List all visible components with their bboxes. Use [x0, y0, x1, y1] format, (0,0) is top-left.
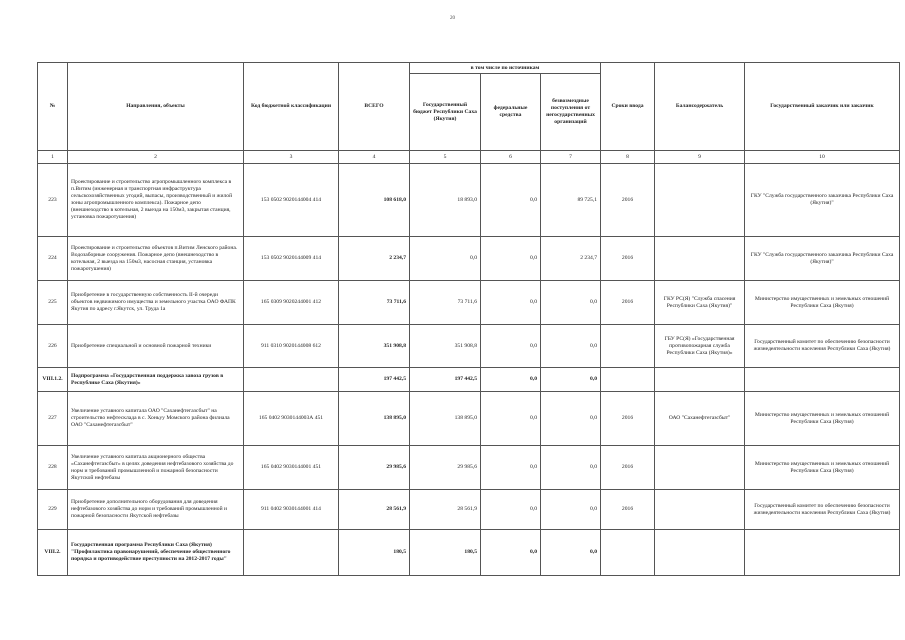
col-number: 6: [481, 151, 541, 164]
cell-state-budget: 0,0: [410, 237, 481, 281]
col-number: 9: [655, 151, 745, 164]
cell-num: VIII.1.2.: [38, 368, 68, 392]
cell-term: 2016: [601, 490, 655, 530]
cell-holder: [655, 368, 745, 392]
cell-non-state: 0,0: [541, 490, 601, 530]
cell-non-state: 2 234,7: [541, 237, 601, 281]
cell-direction: Увеличение уставного капитала акционерного общества «Саханефтегазсбыт» в целях доведения нефтебазового хозяйства до норм и требований промышленной и пожарной безопасности Якутской нефтебазы: [68, 446, 244, 490]
cell-total: 29 985,6: [339, 446, 410, 490]
cell-num: VIII.2.: [38, 530, 68, 576]
col-number: 5: [410, 151, 481, 164]
cell-customer: Министерство имущественных и земельных отношений Республики Саха (Якутия): [745, 281, 900, 325]
cell-holder: [655, 164, 745, 237]
cell-customer: Государственный комитет по обеспечению безопасности жизнедеятельности населения Республики Саха (Якутия): [745, 490, 900, 530]
cell-num: 225: [38, 281, 68, 325]
cell-term: [601, 325, 655, 368]
cell-budget-code: 165 0309 9020244001 412: [244, 281, 339, 325]
cell-total: 108 618,0: [339, 164, 410, 237]
cell-customer: ГКУ "Служба государственного заказчика Республики Саха (Якутия)": [745, 237, 900, 281]
cell-holder: [655, 237, 745, 281]
cell-holder: [655, 446, 745, 490]
col-number: 8: [601, 151, 655, 164]
table-row: [38, 490, 900, 530]
cell-holder: ОАО "Саханефтегазсбыт": [655, 392, 745, 446]
cell-non-state: 0,0: [541, 392, 601, 446]
table-row: [38, 164, 900, 237]
cell-budget-code: 153 0502 9020144009 414: [244, 237, 339, 281]
cell-non-state: 0,0: [541, 530, 601, 576]
header-budget-code: Код бюджетной классификации: [244, 63, 339, 151]
cell-total: 138 895,0: [339, 392, 410, 446]
budget-table: [37, 62, 900, 576]
cell-budget-code: 153 0502 9020144004 414: [244, 164, 339, 237]
cell-direction: Подпрограмма «Государственная поддержка завоза грузов в Республике Саха (Якутия)»: [68, 368, 244, 392]
cell-total: 2 234,7: [339, 237, 410, 281]
header-federal: федеральные средства: [481, 74, 541, 151]
cell-customer: Министерство имущественных и земельных отношений Республики Саха (Якутия): [745, 392, 900, 446]
cell-state-budget: 180,5: [410, 530, 481, 576]
cell-num: 228: [38, 446, 68, 490]
header-state-budget: Государственный бюджет Республики Саха (Якутия): [410, 74, 481, 151]
table-row: [38, 237, 900, 281]
cell-holder: [655, 530, 745, 576]
table-row: [38, 325, 900, 368]
cell-federal: 0,0: [481, 490, 541, 530]
cell-direction: Проектирование и строительство агропромышленного комплекса в п.Витим (инженерная и транспортная инфраструктура сельскохозяйственных угодий, выпасы, производственный и жилой зоны агропромышленного комплекса). Пожарное депо (внешнеходство в котельная, 2 выезда на 150м3, закрытая станция, установка пожаротушения): [68, 164, 244, 237]
cell-direction: Увеличение уставного капитала ОАО "Саханефтегазсбыт" на строительство нефтесклада в с. Хоньуу Момского района филиала ОАО "Саханефтегазсбыт": [68, 392, 244, 446]
cell-num: 224: [38, 237, 68, 281]
cell-holder: [655, 490, 745, 530]
cell-budget-code: 911 0402 9030144001 414: [244, 490, 339, 530]
cell-budget-code: 911 0310 9020144008 612: [244, 325, 339, 368]
table-row: [38, 446, 900, 490]
cell-term: 2016: [601, 392, 655, 446]
cell-term: 2016: [601, 281, 655, 325]
cell-federal: 0,0: [481, 281, 541, 325]
table-row: [38, 281, 900, 325]
header-row-top: [38, 63, 900, 74]
cell-term: [601, 368, 655, 392]
cell-term: [601, 530, 655, 576]
cell-total: 73 711,6: [339, 281, 410, 325]
cell-non-state: 0,0: [541, 446, 601, 490]
cell-non-state: 0,0: [541, 325, 601, 368]
table-row: [38, 392, 900, 446]
cell-customer: [745, 368, 900, 392]
cell-federal: 0,0: [481, 237, 541, 281]
column-number-row: [38, 151, 900, 164]
cell-federal: 0,0: [481, 392, 541, 446]
header-holder: Балансодержатель: [655, 63, 745, 151]
cell-num: 226: [38, 325, 68, 368]
cell-term: 2016: [601, 164, 655, 237]
cell-term: 2016: [601, 446, 655, 490]
header-term: Сроки ввода: [601, 63, 655, 151]
col-number: 3: [244, 151, 339, 164]
cell-direction: Приобретение дополнительного оборудования для доведения нефтебазового хозяйства до норм и требований промышленной и пожарной безопасности Якутской нефтебазы: [68, 490, 244, 530]
cell-total: 28 561,9: [339, 490, 410, 530]
cell-total: 197 442,5: [339, 368, 410, 392]
cell-holder: ГБУ РС(Я) «Государственная противопожарная служба Республики Саха (Якутия)»: [655, 325, 745, 368]
section-row: [38, 368, 900, 392]
col-number: 7: [541, 151, 601, 164]
cell-federal: 0,0: [481, 325, 541, 368]
cell-direction: Государственная программа Республики Саха (Якутия) "Профилактика правонарушений, обеспечение общественного порядка и противодействие преступности на 2012-2017 годы": [68, 530, 244, 576]
col-number: 10: [745, 151, 900, 164]
cell-direction: Приобретение специальной и основной пожарной техники: [68, 325, 244, 368]
cell-federal: 0,0: [481, 530, 541, 576]
cell-term: 2016: [601, 237, 655, 281]
cell-customer: ГКУ "Служба государственного заказчика Республики Саха (Якутия)": [745, 164, 900, 237]
cell-state-budget: 28 561,9: [410, 490, 481, 530]
cell-state-budget: 18 893,0: [410, 164, 481, 237]
header-sources-group: в том числе по источникам: [410, 63, 601, 74]
col-number: 2: [68, 151, 244, 164]
cell-holder: ГКУ РС(Я) "Служба спасения Республики Саха (Якутия)": [655, 281, 745, 325]
cell-customer: Государственный комитет по обеспечению безопасности жизнедеятельности населения Республики Саха (Якутия): [745, 325, 900, 368]
cell-non-state: 89 725,1: [541, 164, 601, 237]
cell-total: 351 908,8: [339, 325, 410, 368]
header-total: ВСЕГО: [339, 63, 410, 151]
col-number: 4: [339, 151, 410, 164]
cell-budget-code: 165 0402 9030144001 451: [244, 446, 339, 490]
page-number: 20: [450, 16, 455, 21]
cell-state-budget: 29 985,6: [410, 446, 481, 490]
cell-state-budget: 351 908,8: [410, 325, 481, 368]
header-num: №: [38, 63, 68, 151]
cell-budget-code: 165 0402 9030144003А 451: [244, 392, 339, 446]
section-row: [38, 530, 900, 576]
col-number: 1: [38, 151, 68, 164]
cell-num: 223: [38, 164, 68, 237]
header-direction: Направления, объекты: [68, 63, 244, 151]
cell-federal: 0,0: [481, 446, 541, 490]
cell-budget-code: [244, 368, 339, 392]
header-non-state: безвозмездные поступления от негосударственных организаций: [541, 74, 601, 151]
cell-total: 180,5: [339, 530, 410, 576]
cell-state-budget: 197 442,5: [410, 368, 481, 392]
cell-customer: Министерство имущественных и земельных отношений Республики Саха (Якутия): [745, 446, 900, 490]
cell-num: 227: [38, 392, 68, 446]
cell-federal: 0,0: [481, 164, 541, 237]
cell-non-state: 0,0: [541, 281, 601, 325]
cell-state-budget: 73 711,6: [410, 281, 481, 325]
cell-budget-code: [244, 530, 339, 576]
cell-non-state: 0,0: [541, 368, 601, 392]
cell-direction: Проектирование и строительство объектов п.Витим Ленского района. Водозаборные сооружения. Пожарное депо (внешнеходство в котельная, 2 выезда на 150м3, насосная станция, установка пожаротушения): [68, 237, 244, 281]
cell-customer: [745, 530, 900, 576]
cell-state-budget: 138 895,0: [410, 392, 481, 446]
cell-federal: 0,0: [481, 368, 541, 392]
cell-direction: Приобретение в государственную собственность II-й очереди объектов недвижимого имущества и земельного участка ОАО ФАПК Якутия по адресу г.Якутск, ул. Труда 1а: [68, 281, 244, 325]
header-customer: Государственный заказчик или заказчик: [745, 63, 900, 151]
cell-num: 229: [38, 490, 68, 530]
